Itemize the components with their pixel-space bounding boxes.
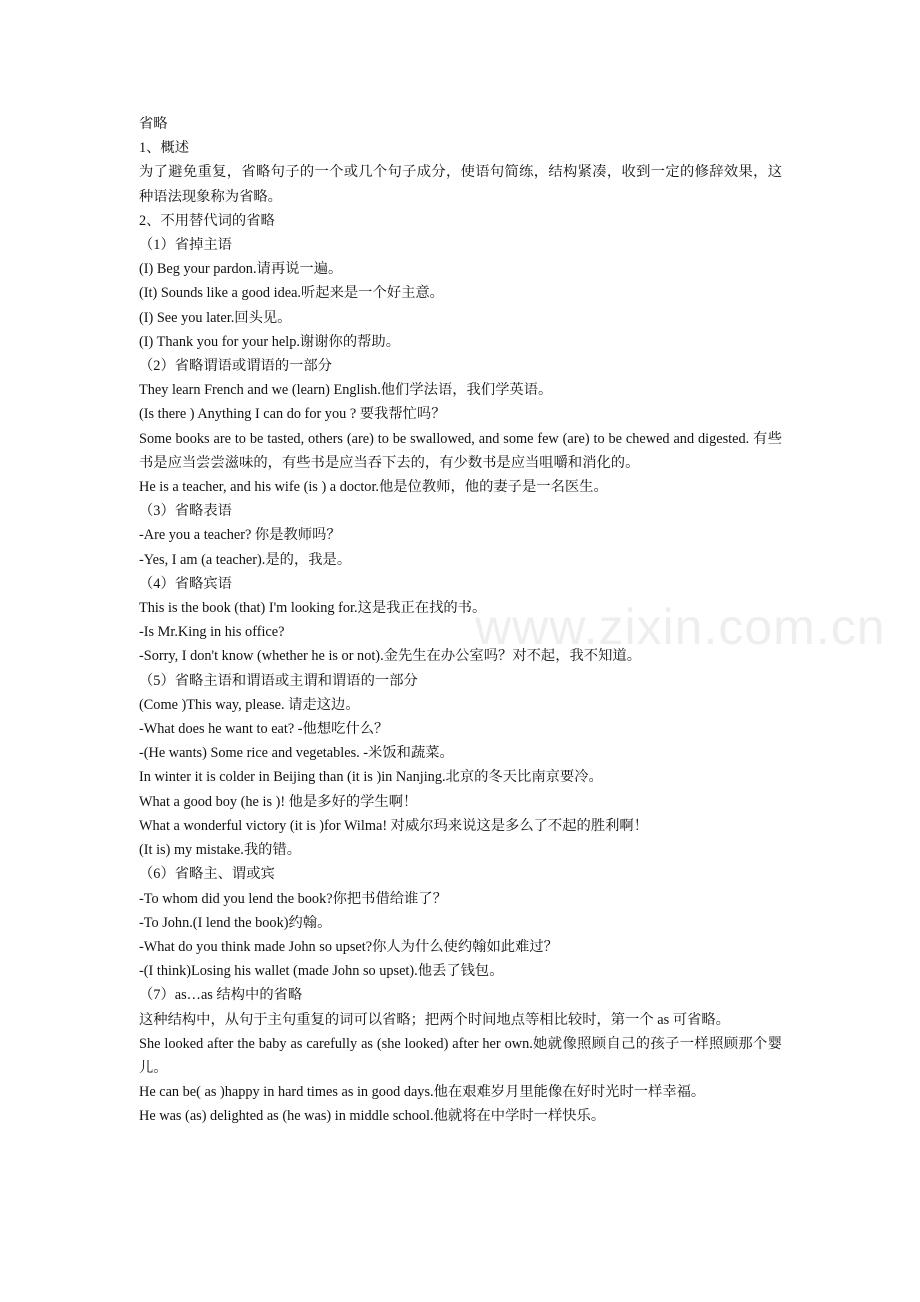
example-line: (I) Thank you for your help.谢谢你的帮助。 <box>139 333 401 350</box>
subheading: （5）省略主语和谓语或主谓和谓语的一部分 <box>139 672 418 689</box>
paragraph: 为了避免重复，省略句子的一个或几个句子成分，使语句简练，结构紧凑，收到一定的修辞效果，这种语法现象称为省略。 <box>139 164 782 205</box>
subheading: （6）省略主、谓或宾 <box>139 866 275 883</box>
example-line: (It) Sounds like a good idea.听起来是一个好主意。 <box>139 285 444 302</box>
subheading: （2）省略谓语或谓语的一部分 <box>139 358 333 375</box>
example-line: -What does he want to eat? -他想吃什么？ <box>139 721 389 738</box>
example-line: -Yes, I am (a teacher).是的，我是。 <box>139 551 352 568</box>
example-line: -Sorry, I don't know (whether he is or not).金先生在办公室吗？对不起，我不知道。 <box>139 648 641 665</box>
example-line: -(He wants) Some rice and vegetables. -米饭和蔬菜。 <box>139 745 454 762</box>
subheading: （1）省掉主语 <box>139 237 232 254</box>
paragraph: 这种结构中，从句于主句重复的词可以省略；把两个时间地点等相比较时，第一个 as 可省略。 <box>139 1011 730 1028</box>
example-line: (Is there ) Anything I can do for you ? 要我帮忙吗？ <box>139 406 446 423</box>
example-line: He can be( as )happy in hard times as in good days.他在艰难岁月里能像在好时光时一样幸福。 <box>139 1084 706 1101</box>
example-line: -To John.(I lend the book)约翰。 <box>139 914 332 931</box>
example-line: (Come )This way, please. 请走这边。 <box>139 696 360 713</box>
example-line: Some books are to be tasted, others (are) to be swallowed, and some few (are) to be chewed and digested. 有些书是应当尝尝滋味的，有些书是应当吞下去的，有少数书是应当咀嚼和消化的。 <box>139 430 782 471</box>
example-line: (I) See you later.回头见。 <box>139 309 292 326</box>
example-line: He is a teacher, and his wife (is ) a doctor.他是位教师，他的妻子是一名医生。 <box>139 479 608 496</box>
example-line: -What do you think made John so upset?你人为什么使约翰如此难过？ <box>139 938 558 955</box>
example-line: What a wonderful victory (it is )for Wilma! 对威尔玛来说这是多么了不起的胜利啊！ <box>139 817 649 834</box>
example-line: -Are you a teacher? 你是教师吗？ <box>139 527 341 544</box>
example-line: She looked after the baby as carefully as (she looked) after her own.她就像照顾自己的孩子一样照顾那个婴儿。 <box>139 1035 782 1076</box>
example-line: This is the book (that) I'm looking for.这是我正在找的书。 <box>139 600 487 617</box>
example-line: He was (as) delighted as (he was) in middle school.他就将在中学时一样快乐。 <box>139 1108 606 1125</box>
example-line: What a good boy (he is )! 他是多好的学生啊！ <box>139 793 418 810</box>
example-line: -(I think)Losing his wallet (made John so upset).他丢了钱包。 <box>139 963 504 980</box>
subheading: （7）as…as 结构中的省略 <box>139 987 303 1004</box>
example-line: -To whom did you lend the book?你把书借给谁了？ <box>139 890 447 907</box>
document-body <box>139 112 782 1129</box>
document-content <box>139 136 782 1128</box>
document-title: 省略 <box>139 116 168 132</box>
subheading: （4）省略宾语 <box>139 575 232 592</box>
watermark: www.zixin.com.cn <box>475 599 886 655</box>
example-line: -Is Mr.King in his office? <box>139 624 285 641</box>
example-line: (I) Beg your pardon.请再说一遍。 <box>139 261 343 278</box>
subheading: （3）省略表语 <box>139 503 232 520</box>
example-line: They learn French and we (learn) English.他们学法语，我们学英语。 <box>139 382 553 399</box>
section-heading-2: 2、不用替代词的省略 <box>139 212 275 229</box>
section-heading-1: 1、概述 <box>139 140 190 157</box>
example-line: In winter it is colder in Beijing than (it is )in Nanjing.北京的冬天比南京要冷。 <box>139 769 603 786</box>
example-line: (It is) my mistake.我的错。 <box>139 842 302 859</box>
